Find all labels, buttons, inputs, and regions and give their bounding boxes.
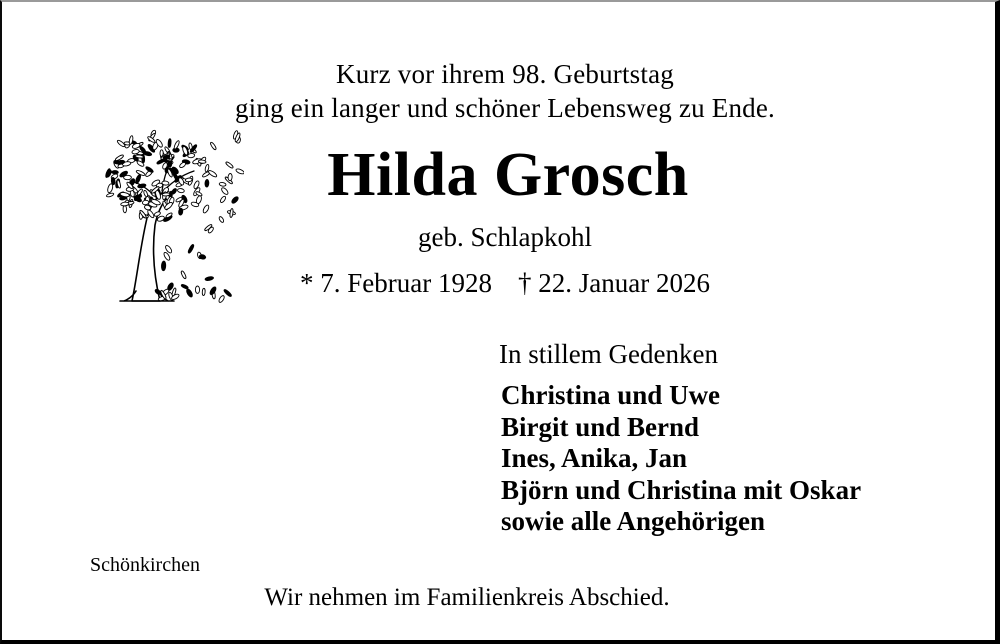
birth-star-symbol: * [300,268,314,298]
mourning-intro: In stillem Gedenken [499,339,718,369]
mourner-line: Christina und Uwe [501,380,721,410]
mourners-list [501,380,861,538]
deceased-name: Hilda Grosch [327,141,689,209]
closing-line: Wir nehmen im Familienkreis Abschied. [264,584,670,611]
mourner-line: Ines, Anika, Jan [501,443,688,474]
mourner-line: Birgit und Bernd [501,411,700,442]
death-dagger-symbol: † [518,268,532,298]
intro-text [5,57,1000,125]
maiden-name: geb. Schlapkohl [418,222,592,252]
life-dates [5,268,1000,299]
place-name: Schönkirchen [90,554,200,576]
intro-line-2: ging ein langer und schöner Lebensweg zu Ende. [234,93,776,123]
intro-line-1: Kurz vor ihrem 98. Geburtstag [336,59,674,89]
mourner-line: sowie alle Angehörigen [501,506,765,537]
mourner-line: Björn und Christina mit Oskar [501,474,862,505]
death-date: 22. Januar 2026 [538,268,710,298]
birth-date: 7. Februar 1928 [320,268,492,298]
